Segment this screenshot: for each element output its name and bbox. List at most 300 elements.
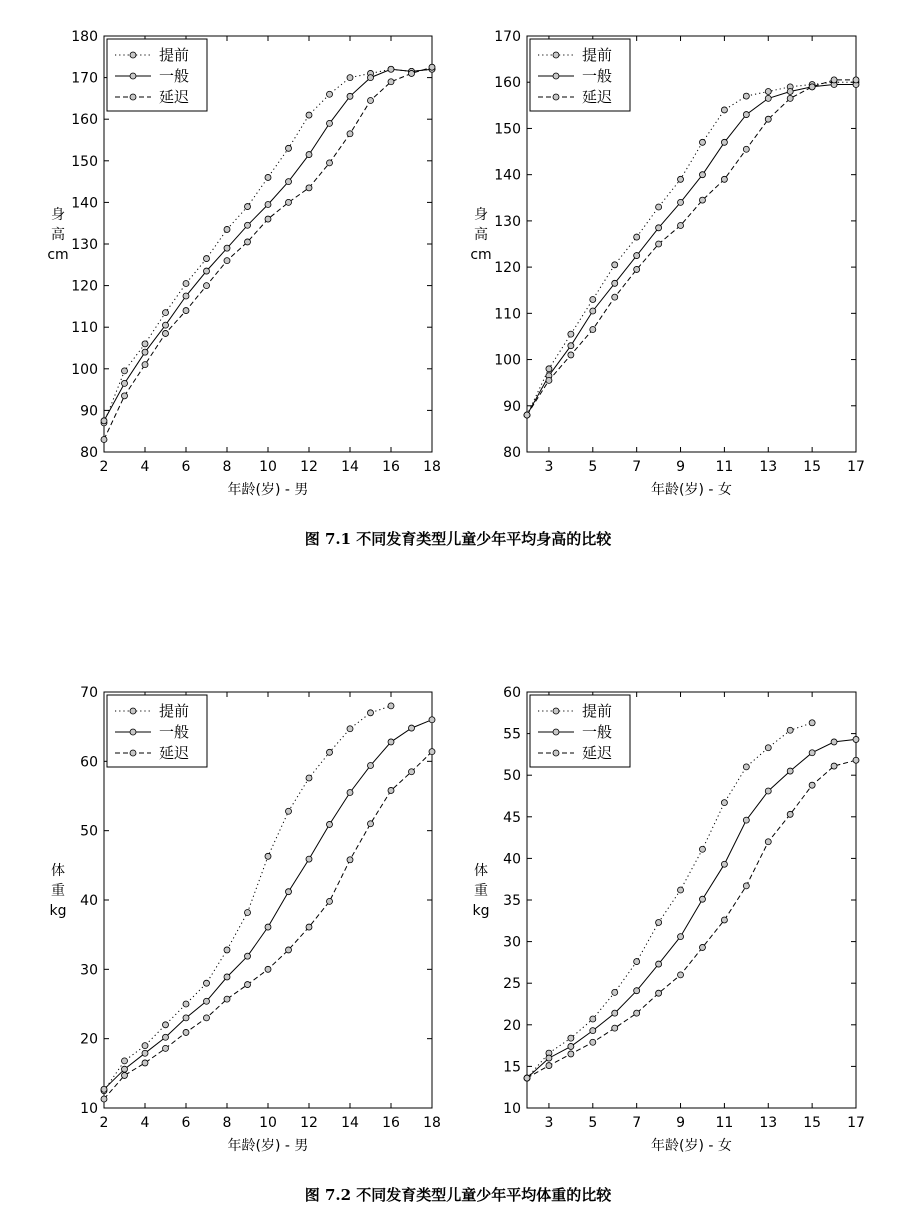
data-point xyxy=(678,887,684,893)
data-point xyxy=(204,1015,210,1021)
data-point xyxy=(787,811,793,817)
legend-marker xyxy=(130,729,136,735)
data-point xyxy=(409,769,415,775)
figure-caption-height: 图 7.1 不同发育类型儿童少年平均身高的比较 xyxy=(304,530,612,548)
data-point xyxy=(245,982,251,988)
y-tick-label: 100 xyxy=(71,361,98,378)
data-point xyxy=(765,788,771,794)
data-point xyxy=(265,924,271,930)
x-tick-label: 12 xyxy=(300,459,318,475)
y-tick-label: 130 xyxy=(71,237,98,253)
data-point xyxy=(388,787,394,793)
data-point xyxy=(743,146,749,152)
data-point xyxy=(245,909,251,915)
legend-marker xyxy=(130,708,136,714)
data-point xyxy=(590,1039,596,1045)
data-point xyxy=(224,974,230,980)
x-axis-label: 年龄(岁) - 女 xyxy=(651,1138,732,1154)
data-point xyxy=(590,1028,596,1034)
y-tick-label: 150 xyxy=(494,121,521,138)
data-point xyxy=(286,179,292,185)
data-point xyxy=(306,775,312,781)
y-tick-label: 25 xyxy=(503,976,521,993)
data-point xyxy=(101,437,107,443)
y-tick-label: 160 xyxy=(494,75,521,92)
data-point xyxy=(224,996,230,1002)
y-tick-label: 120 xyxy=(494,260,521,277)
data-point xyxy=(765,88,771,94)
data-point xyxy=(546,1063,552,1069)
data-point xyxy=(568,331,574,337)
data-point xyxy=(634,988,640,994)
x-tick-label: 13 xyxy=(759,459,778,475)
x-tick-label: 10 xyxy=(259,459,277,475)
data-point xyxy=(286,199,292,205)
x-tick-label: 8 xyxy=(222,1115,232,1131)
data-point xyxy=(163,330,169,336)
data-point xyxy=(368,821,374,827)
data-point xyxy=(224,226,230,232)
data-point xyxy=(183,293,189,299)
data-point xyxy=(327,821,333,827)
legend-marker xyxy=(553,708,559,714)
x-axis-label: 年龄(岁) - 男 xyxy=(227,482,309,498)
data-point xyxy=(678,176,684,182)
legend-label: 延迟 xyxy=(159,744,190,762)
series-line-dashed xyxy=(527,760,856,1078)
data-point xyxy=(142,341,148,347)
data-point xyxy=(347,726,353,732)
data-point xyxy=(142,1050,148,1056)
y-tick-label: 70 xyxy=(80,685,98,701)
y-axis-label: 体 xyxy=(474,863,488,880)
data-point xyxy=(265,966,271,972)
y-tick-label: 50 xyxy=(503,768,521,785)
data-point xyxy=(142,1060,148,1066)
x-tick-label: 12 xyxy=(300,1115,318,1131)
x-tick-label: 3 xyxy=(544,459,554,475)
x-tick-label: 9 xyxy=(676,459,685,475)
y-tick-label: 110 xyxy=(71,320,98,337)
y-axis-label: 体 xyxy=(51,863,65,880)
data-point xyxy=(409,70,415,76)
data-point xyxy=(183,1001,189,1007)
legend-label: 提前 xyxy=(582,46,613,64)
data-point xyxy=(765,116,771,122)
legend-label: 延迟 xyxy=(159,88,190,106)
y-axis-label: cm xyxy=(470,247,492,264)
y-axis-label: kg xyxy=(472,903,490,920)
data-point xyxy=(853,736,859,742)
data-point xyxy=(163,1022,169,1028)
legend-label: 提前 xyxy=(159,702,190,720)
data-point xyxy=(306,924,312,930)
data-point xyxy=(678,199,684,205)
data-point xyxy=(656,241,662,247)
y-axis-label: kg xyxy=(49,903,67,920)
data-point xyxy=(245,204,251,210)
data-point xyxy=(765,95,771,101)
data-point xyxy=(122,368,128,374)
legend-marker xyxy=(130,750,136,756)
x-tick-label: 16 xyxy=(382,459,400,475)
data-point xyxy=(721,139,727,145)
data-point xyxy=(524,1075,530,1081)
y-axis-label: 身 xyxy=(474,207,488,224)
data-point xyxy=(678,972,684,978)
data-point xyxy=(327,120,333,126)
legend-label: 提前 xyxy=(159,46,190,64)
data-point xyxy=(347,131,353,137)
data-point xyxy=(831,77,837,83)
series-line-dashed xyxy=(104,67,432,439)
data-point xyxy=(721,861,727,867)
series-line-dashed xyxy=(527,80,856,415)
x-tick-label: 4 xyxy=(140,459,150,475)
data-point xyxy=(388,79,394,85)
y-tick-label: 60 xyxy=(80,754,98,771)
y-tick-label: 20 xyxy=(80,1031,98,1048)
data-point xyxy=(656,961,662,967)
y-tick-label: 170 xyxy=(71,70,98,87)
y-tick-label: 150 xyxy=(71,153,98,170)
data-point xyxy=(306,152,312,158)
data-point xyxy=(743,764,749,770)
data-point xyxy=(429,64,435,70)
y-tick-label: 40 xyxy=(503,851,521,868)
legend xyxy=(530,695,630,767)
y-tick-label: 15 xyxy=(503,1059,521,1076)
x-tick-label: 4 xyxy=(140,1115,150,1131)
series-line-dotted xyxy=(527,723,812,1078)
x-tick-label: 2 xyxy=(99,1115,109,1131)
legend xyxy=(107,695,207,767)
data-point xyxy=(347,93,353,99)
y-tick-label: 140 xyxy=(71,195,98,212)
data-point xyxy=(245,222,251,228)
data-point xyxy=(546,366,552,372)
data-point xyxy=(183,1015,189,1021)
data-point xyxy=(765,839,771,845)
x-tick-label: 14 xyxy=(341,1115,359,1131)
data-point xyxy=(163,1045,169,1051)
data-point xyxy=(809,84,815,90)
x-tick-label: 8 xyxy=(222,459,232,475)
x-tick-label: 11 xyxy=(715,1115,734,1131)
data-point xyxy=(204,980,210,986)
data-point xyxy=(634,253,640,259)
y-tick-label: 110 xyxy=(494,306,521,323)
data-point xyxy=(409,725,415,731)
legend-label: 延迟 xyxy=(582,88,613,106)
chart-height_male xyxy=(47,29,441,498)
legend-label: 一般 xyxy=(582,723,613,741)
y-axis-label: 高 xyxy=(51,227,65,244)
y-axis-label: 身 xyxy=(51,207,65,224)
data-point xyxy=(163,310,169,316)
data-point xyxy=(743,112,749,118)
data-point xyxy=(656,919,662,925)
data-point xyxy=(327,91,333,97)
y-tick-label: 30 xyxy=(503,934,521,951)
data-point xyxy=(327,898,333,904)
data-point xyxy=(183,1029,189,1035)
data-point xyxy=(612,989,618,995)
chart-weight_female xyxy=(473,685,865,1154)
data-point xyxy=(721,917,727,923)
y-axis-label: cm xyxy=(47,247,69,264)
y-tick-label: 20 xyxy=(503,1017,521,1034)
y-tick-label: 30 xyxy=(80,962,98,979)
data-point xyxy=(224,245,230,251)
legend-marker xyxy=(553,729,559,735)
x-tick-label: 14 xyxy=(341,459,359,475)
legend-marker xyxy=(553,52,559,58)
data-point xyxy=(204,256,210,262)
data-point xyxy=(721,176,727,182)
data-point xyxy=(327,160,333,166)
data-point xyxy=(568,1051,574,1057)
data-point xyxy=(306,856,312,862)
data-point xyxy=(743,883,749,889)
data-point xyxy=(122,380,128,386)
series-line-solid xyxy=(527,739,856,1078)
data-point xyxy=(546,1055,552,1061)
legend-marker xyxy=(130,73,136,79)
data-point xyxy=(265,853,271,859)
x-tick-label: 17 xyxy=(847,459,865,475)
data-point xyxy=(809,750,815,756)
data-point xyxy=(286,889,292,895)
data-point xyxy=(368,762,374,768)
data-point xyxy=(368,710,374,716)
data-point xyxy=(699,846,705,852)
data-point xyxy=(286,808,292,814)
data-point xyxy=(429,717,435,723)
data-point xyxy=(699,172,705,178)
x-tick-label: 6 xyxy=(181,1115,191,1131)
x-tick-label: 15 xyxy=(803,1115,822,1131)
data-point xyxy=(245,953,251,959)
figure-caption-weight: 图 7.2 不同发育类型儿童少年平均体重的比较 xyxy=(304,1186,612,1204)
data-point xyxy=(678,223,684,229)
data-point xyxy=(568,343,574,349)
y-tick-label: 10 xyxy=(80,1101,98,1117)
data-point xyxy=(347,75,353,81)
data-point xyxy=(678,934,684,940)
data-point xyxy=(388,66,394,72)
data-point xyxy=(101,1086,107,1092)
data-point xyxy=(656,204,662,210)
y-tick-label: 140 xyxy=(494,167,521,184)
y-tick-label: 90 xyxy=(80,403,98,420)
y-tick-label: 130 xyxy=(494,213,521,230)
data-point xyxy=(634,234,640,240)
x-tick-label: 11 xyxy=(715,459,734,475)
series-line-solid xyxy=(527,85,856,416)
data-point xyxy=(546,377,552,383)
data-point xyxy=(612,294,618,300)
data-point xyxy=(306,185,312,191)
y-tick-label: 160 xyxy=(71,112,98,129)
data-point xyxy=(831,739,837,745)
y-axis-label: 重 xyxy=(474,883,488,900)
legend xyxy=(107,39,207,111)
data-point xyxy=(699,139,705,145)
data-point xyxy=(568,352,574,358)
y-tick-label: 55 xyxy=(503,726,521,743)
data-point xyxy=(743,93,749,99)
data-point xyxy=(142,1043,148,1049)
y-tick-label: 90 xyxy=(503,398,521,415)
data-point xyxy=(831,763,837,769)
y-tick-label: 170 xyxy=(494,29,521,45)
x-axis-label: 年龄(岁) - 男 xyxy=(227,1138,309,1154)
y-axis-label: 高 xyxy=(474,227,488,244)
data-point xyxy=(388,739,394,745)
series-line-solid xyxy=(104,69,432,421)
data-point xyxy=(122,1066,128,1072)
series-line-dotted xyxy=(527,82,856,415)
chart-height_female xyxy=(470,29,865,498)
data-point xyxy=(286,947,292,953)
data-point xyxy=(183,281,189,287)
data-point xyxy=(612,1010,618,1016)
y-tick-label: 35 xyxy=(503,893,521,909)
data-point xyxy=(265,216,271,222)
series-line-dotted xyxy=(104,69,432,423)
data-point xyxy=(122,1072,128,1078)
data-point xyxy=(853,77,859,83)
legend-marker xyxy=(553,73,559,79)
data-point xyxy=(163,322,169,328)
data-point xyxy=(590,308,596,314)
y-tick-label: 180 xyxy=(71,29,98,45)
data-point xyxy=(853,757,859,763)
x-tick-label: 6 xyxy=(181,459,191,475)
x-axis-label: 年龄(岁) - 女 xyxy=(651,482,732,498)
legend-label: 提前 xyxy=(582,702,613,720)
data-point xyxy=(787,727,793,733)
data-point xyxy=(765,745,771,751)
data-point xyxy=(142,362,148,368)
data-point xyxy=(809,720,815,726)
data-point xyxy=(347,790,353,796)
x-tick-label: 5 xyxy=(588,1115,598,1131)
legend-label: 一般 xyxy=(159,723,190,741)
x-tick-label: 16 xyxy=(382,1115,400,1131)
data-point xyxy=(347,857,353,863)
x-tick-label: 13 xyxy=(759,1115,778,1131)
data-point xyxy=(204,283,210,289)
data-point xyxy=(656,990,662,996)
chart-weight_male xyxy=(50,685,441,1154)
data-point xyxy=(101,1096,107,1102)
data-point xyxy=(612,1025,618,1031)
legend xyxy=(530,39,630,111)
data-point xyxy=(286,145,292,151)
legend-label: 延迟 xyxy=(582,744,613,762)
legend-marker xyxy=(130,94,136,100)
data-point xyxy=(699,944,705,950)
legend-label: 一般 xyxy=(582,67,613,85)
data-point xyxy=(787,768,793,774)
data-point xyxy=(590,296,596,302)
data-point xyxy=(612,262,618,268)
y-tick-label: 80 xyxy=(503,445,521,461)
data-point xyxy=(388,703,394,709)
x-tick-label: 17 xyxy=(847,1115,865,1131)
data-point xyxy=(568,1035,574,1041)
data-point xyxy=(612,280,618,286)
data-point xyxy=(699,197,705,203)
x-tick-label: 18 xyxy=(423,459,441,475)
data-point xyxy=(656,225,662,231)
data-point xyxy=(809,782,815,788)
data-point xyxy=(524,412,530,418)
data-point xyxy=(101,418,107,424)
data-point xyxy=(721,107,727,113)
y-tick-label: 60 xyxy=(503,685,521,701)
y-tick-label: 50 xyxy=(80,823,98,840)
y-tick-label: 10 xyxy=(503,1101,521,1117)
y-tick-label: 40 xyxy=(80,893,98,909)
data-point xyxy=(721,800,727,806)
data-point xyxy=(699,896,705,902)
data-point xyxy=(224,947,230,953)
data-point xyxy=(368,97,374,103)
data-point xyxy=(634,266,640,272)
data-point xyxy=(163,1034,169,1040)
x-tick-label: 2 xyxy=(99,459,109,475)
legend-marker xyxy=(553,94,559,100)
x-tick-label: 10 xyxy=(259,1115,277,1131)
data-point xyxy=(787,95,793,101)
data-point xyxy=(306,112,312,118)
data-point xyxy=(634,959,640,965)
x-tick-label: 9 xyxy=(676,1115,685,1131)
series-line-solid xyxy=(104,720,432,1090)
y-axis-label: 重 xyxy=(51,883,65,900)
data-point xyxy=(787,88,793,94)
data-point xyxy=(122,1058,128,1064)
data-point xyxy=(265,201,271,207)
data-point xyxy=(204,268,210,274)
data-point xyxy=(265,174,271,180)
data-point xyxy=(368,75,374,81)
data-point xyxy=(590,1016,596,1022)
y-tick-label: 45 xyxy=(503,809,521,826)
data-point xyxy=(327,749,333,755)
x-tick-label: 5 xyxy=(588,459,598,475)
data-point xyxy=(245,239,251,245)
y-tick-label: 120 xyxy=(71,278,98,295)
data-point xyxy=(142,349,148,355)
data-point xyxy=(429,749,435,755)
legend-marker xyxy=(130,52,136,58)
legend-label: 一般 xyxy=(159,67,190,85)
y-tick-label: 100 xyxy=(494,352,521,369)
x-tick-label: 18 xyxy=(423,1115,441,1131)
data-point xyxy=(204,998,210,1004)
data-point xyxy=(224,258,230,264)
data-point xyxy=(122,393,128,399)
data-point xyxy=(183,308,189,314)
x-tick-label: 7 xyxy=(632,459,642,475)
data-point xyxy=(634,1010,640,1016)
x-tick-label: 3 xyxy=(544,1115,554,1131)
data-point xyxy=(743,817,749,823)
